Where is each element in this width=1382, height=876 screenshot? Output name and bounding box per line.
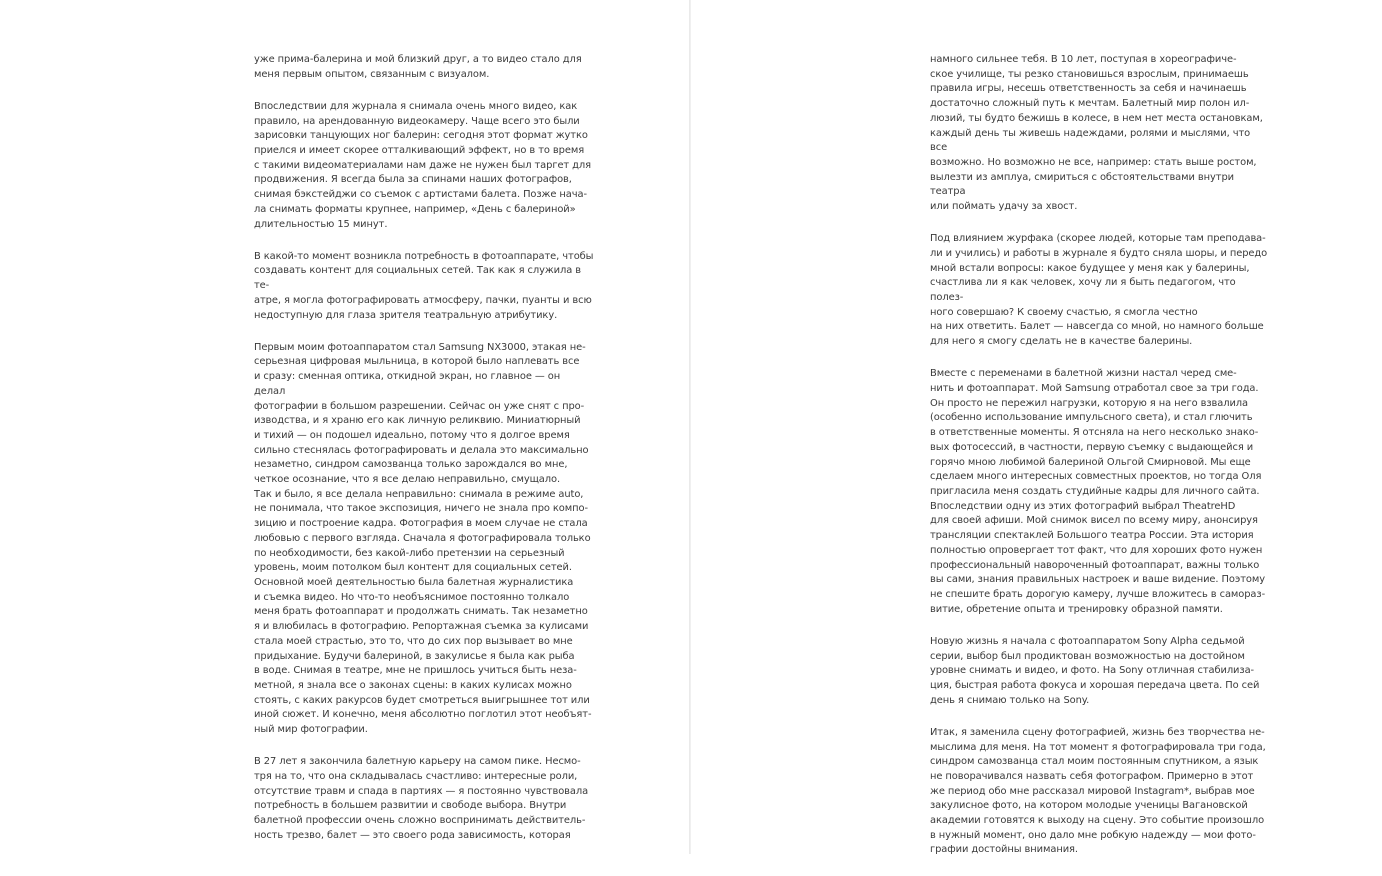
right-text-column [930,53,1270,876]
left-page [0,0,690,854]
paragraph: В 27 лет я закончила балетную карьеру на самом пике. Несмо- тря на то, что она складывалась счастливо: интересные роли, отсутствие травм и спада в партиях — я постоянно чувствовала потребность в большем развитии и свободе выбора. Внутри балетной профессии очень сложно воспринимать действитель- ность трезво, балет — это своего рода зависимость, которая [254,756,589,841]
paragraph: Под влиянием журфака (скорее людей, которые там преподава- ли и учились) и работы в журнале я будто сняла шоры, и передо мной встали вопросы: какое будущее у меня как у балерины, счастлива ли я как человек, хочу ли я быть педагогом, что полез- ного совершаю? К своему счастью, я смогла честно на них ответить. Балет — навсегда со мной, но намного больше для него я смогу сделать не в качестве балерины. [930,233,1268,348]
paragraph: Новую жизнь я начала с фотоаппаратом Sony Alpha седьмой серии, выбор был продиктован возможностью на достойном уровне снимать и видео, и фото. На Sony отличная стабилиза- ция, быстрая работа фокуса и хорошая передача цвета. По сей день я снимаю только на Sony. [930,635,1260,706]
paragraph: В какой-то момент возникла потребность в фотоаппарате, чтобы создавать контент для социальных сетей. Так как я служила в те- атре, я могла фотографировать атмосферу, пачки, пуанты и всю недоступную для глаза зрителя театральную атрибутику. [254,250,594,321]
right-page [691,0,1382,854]
paragraph: Вместе с переменами в балетной жизни настал черед сме- нить и фотоаппарат. Мой Samsung отработал свое за три года. Он просто не пережил нагрузки, которую я на него взвалила (особенно использование импульсного света), и стал глючить в ответственные моменты. Я отсняла на него несколько знако- вых фотосессий, в частности, первую съемку с выдающейся и горячо мною любимой балериной Ольгой Смирновой. Мы еще сделаем много интересных совместных проектов, но тогда Оля пригласила меня создать студийные кадры для личного сайта. Впоследствии одну из этих фотографий выбрал TheatreHD для своей афиши. Мой снимок висел по всему миру, анонсируя трансляции спектаклей Большого театра России. Эта история полностью опровергает тот факт, что для хороших фото нужен профессиональный навороченный фотоаппарат, важны только вы сами, знания правильных настроек и ваше видение. Поэтому не спешите брать дорогую камеру, лучше вложитесь в самораз- витие, обретение опыта и тренировку образной памяти. [930,368,1266,615]
left-text-column [254,53,594,861]
paragraph: Первым моим фотоаппаратом стал Samsung NX3000, этакая не- серьезная цифровая мыльница, в которой было наплевать все и сразу: сменная оптика, откидной экран, но главное — он делал фотографии в большом разрешении. Сейчас он уже снят с про- изводства, и я храню его как личную реликвию. Миниатюрный и тихий — он подошел идеально, потому что я долгое время сильно стеснялась фотографировать и делала это максимально незаметно, синдром самозванца только зарождался во мне, четкое осознание, что я все делаю неправильно, смущало. Так и было, я все делала неправильно: снимала в режиме auto, не понимала, что такое экспозиция, ничего не знала про компо- зицию и построение кадра. Фотография в моем случае не стала любовью с первого взгляда. Сначала я фотографировала только по необходимости, без какой-либо претензии на серьезный уровень, моим потолком был контент для социальных сетей. Основной моей деятельностью была балетная журналистика и съемка видео. Но что-то необъяснимое постоянно толкало меня брать фотоаппарат и продолжать снимать. Так незаметно я и влюбилась в фотографию. Репортажная съемка за кулисами стала моей страстью, это то, что до сих пор вызывает во мне придыхание. Будучи балериной, в закулисье я была как рыба в воде. Снимая в театре, мне не пришлось учиться быть неза- метной, я знала все о законах сцены: в каких кулисах можно стоять, с каких ракурсов будет смотреться выигрышнее тот или иной сюжет. И конечно, меня абсолютно поглотил этот необъят- ный мир фотографии. [254,341,592,736]
paragraph: Итак, я заменила сцену фотографией, жизнь без творчества не- мыслима для меня. На тот момент я фотографировала три года, синдром самозванца стал моим постоянным спутником, а язык не поворачивался назвать себя фотографом. Примерно в этот же период обо мне рассказал мировой Instagram*, выбрав мое закулисное фото, на котором молодые ученицы Вагановской академии готовятся к выходу на сцену. Это событие произошло в нужный момент, оно дало мне робкую надежду — мои фото- графии достойны внимания. [930,726,1266,856]
paragraph: уже прима-балерина и мой близкий друг, а то видео стало для меня первым опытом, связанным с визуалом. [254,54,582,80]
paragraph: намного сильнее тебя. В 10 лет, поступая в хореографиче- ское училище, ты резко становишься взрослым, принимаешь правила игры, несешь ответственность за себя и начинаешь достаточно сложный путь к мечтам. Балетный мир полон ил- люзий, ты будто бежишь в колесе, в нем нет места остановкам, каждый день ты живешь надеждами, ролями и мыслями, что все возможно. Но возможно не все, например: стать выше ростом, вылезти из амплуа, смириться с обстоятельствами внутри театра или поймать удачу за хвост. [930,54,1263,213]
paragraph: Впоследствии для журнала я снимала очень много видео, как правило, на арендованную видеокамеру. Чаще всего это были зарисовки танцующих ног балерин: сегодня этот формат жутко приелся и имеет скорее отталкивающий эффект, но в то время с такими видеоматериалами нам даже не нужен был таргет для продвижения. Я всегда была за спинами наших фотографов, снимая бэкстейджи со съемок с артистами балета. Позже нача- ла снимать форматы крупнее, например, «День с балериной» длительностью 15 минут. [254,100,592,230]
